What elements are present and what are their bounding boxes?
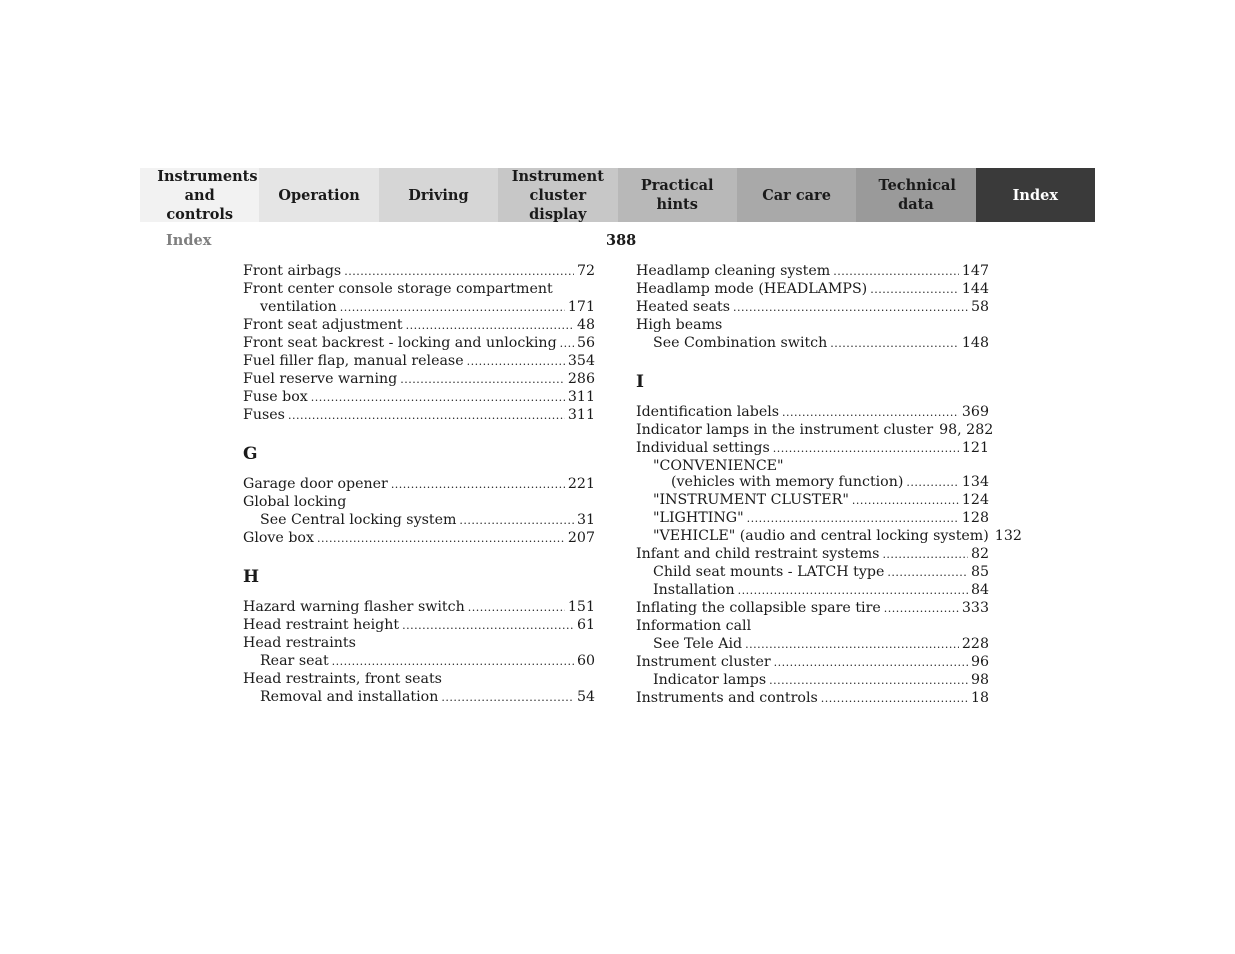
entry-text: See Combination switch [653,335,828,351]
entry-text: "INSTRUMENT CLUSTER" [653,492,849,508]
dot-leader [833,263,959,281]
index-subentry[interactable] [243,652,595,670]
entry-page: 221 [567,476,595,492]
dot-leader [747,510,959,528]
entry-text: Information call [636,618,752,634]
dot-leader [467,353,565,371]
entry-page: 72 [576,263,595,279]
index-entry[interactable] [243,616,595,634]
tab-car-care[interactable] [737,168,856,222]
index-subentry[interactable] [636,509,989,527]
tab-driving[interactable] [379,168,498,222]
dot-leader [738,582,968,600]
index-entry[interactable] [243,529,595,547]
entry-text: Instruments and controls [636,690,818,706]
tab-label: Instruments and controls [157,167,258,223]
index-entry[interactable] [243,334,595,352]
entry-page: 61 [576,617,595,633]
entry-page: 151 [567,599,595,615]
tab-label: Operation [278,186,360,204]
tab-label: Technical data [878,177,956,213]
entry-text: ventilation [260,299,337,315]
index-subentry[interactable] [636,491,989,509]
letter-heading-h: H [243,567,260,587]
entry-text: Front seat adjustment [243,317,403,333]
entry-text: Headlamp mode (HEADLAMPS) [636,281,868,297]
index-entry[interactable] [636,439,989,457]
tab-operation[interactable] [259,168,378,222]
entry-text: Fuel filler flap, manual release [243,353,464,369]
index-column-right [636,262,1022,707]
entry-page: 369 [961,404,989,420]
index-entry[interactable] [636,689,989,707]
dot-leader [459,512,574,530]
entry-page: 56 [576,335,595,351]
page-number: 388 [606,232,637,249]
dot-leader [887,564,968,582]
entry-page: 134 [961,474,989,490]
dot-leader [769,672,968,690]
section-title: Index [166,232,212,249]
entry-page: 333 [961,600,989,616]
entry-page: 58 [970,299,989,315]
dot-leader [782,404,959,422]
tab-label: Car care [762,186,831,204]
entry-page: 171 [567,299,595,315]
index-subentry[interactable] [636,475,989,491]
entry-page: 128 [961,510,989,526]
tab-label: Practical hints [640,177,714,213]
entry-text: Fuses [243,407,285,423]
entry-page: 311 [567,389,595,405]
index-column-left [243,262,595,706]
index-entry[interactable] [243,262,595,280]
index-entry [243,634,595,652]
dot-leader [406,317,574,335]
tab-technical-data[interactable] [856,168,975,222]
index-entry[interactable] [243,388,595,406]
index-entry [636,316,989,334]
index-entry[interactable] [243,316,595,334]
entry-text: Head restraints, front seats [243,671,442,687]
dot-leader [882,546,968,564]
entry-text: Glove box [243,530,314,546]
entry-text: Fuel reserve warning [243,371,398,387]
entry-page: 286 [567,371,595,387]
dot-leader [402,617,574,635]
dot-leader [906,476,959,490]
entry-text: Front center console storage compartment [243,281,553,297]
tab-index[interactable] [976,168,1095,222]
entry-text: Instrument cluster [636,654,771,670]
index-entry [243,280,595,298]
entry-text: Infant and child restraint systems [636,546,880,562]
entry-page: 121 [961,440,989,456]
index-subentry[interactable] [636,527,1022,545]
entry-page: 228 [961,636,989,652]
index-entry[interactable] [243,475,595,493]
entry-page: 147 [961,263,989,279]
entry-text: Garage door opener [243,476,388,492]
index-entry[interactable] [636,653,989,671]
entry-text: Indicator lamps in the instrument cluster [636,422,934,438]
dot-leader [340,299,565,317]
tab-instruments-and-controls[interactable] [140,168,259,222]
dot-leader [344,263,574,281]
index-subentry[interactable] [243,298,595,316]
index-subentry[interactable] [636,581,989,599]
entry-text: Head restraint height [243,617,400,633]
dot-leader [332,653,574,671]
dot-leader [441,689,574,707]
dot-leader [391,476,565,494]
index-entry[interactable] [636,262,989,280]
index-subentry[interactable] [636,635,989,653]
entry-page: 96 [970,654,989,670]
dot-leader [400,371,565,389]
entry-page: 18 [970,690,989,706]
letter-heading-i: I [636,372,644,392]
entry-text: Global locking [243,494,347,510]
index-subentry[interactable] [243,688,595,706]
entry-text: Inflating the collapsible spare tire [636,600,881,616]
entry-text: Heated seats [636,299,731,315]
tab-practical-hints[interactable] [618,168,737,222]
entry-text: Headlamp cleaning system [636,263,831,279]
tab-instrument-cluster-display[interactable] [498,168,617,222]
dot-leader [830,335,959,353]
index-entry[interactable] [243,352,595,370]
entry-text: Removal and installation [260,689,439,705]
entry-text: Installation [653,582,735,598]
entry-page: 207 [567,530,595,546]
dot-leader [317,530,565,548]
entry-page: 98, 282 [939,422,994,438]
entry-page: 82 [970,546,989,562]
letter-heading-g: G [243,444,258,464]
entry-text: See Tele Aid [653,636,743,652]
entry-text: Individual settings [636,440,770,456]
entry-page: 84 [970,582,989,598]
entry-text: Front airbags [243,263,342,279]
dot-leader [560,335,574,353]
dot-leader [288,407,565,425]
chapter-tab-bar [140,168,1095,222]
index-entry[interactable] [243,406,595,424]
index-entry [243,670,595,688]
entry-text: "CONVENIENCE" [653,458,784,474]
entry-text: Indicator lamps [653,672,767,688]
entry-page: 311 [567,407,595,423]
index-subentry[interactable] [636,334,989,352]
dot-leader [733,299,968,317]
entry-text: Rear seat [260,653,329,669]
index-entry[interactable] [636,545,989,563]
entry-page: 48 [576,317,595,333]
index-entry [636,617,989,635]
entry-page: 148 [961,335,989,351]
entry-page: 85 [970,564,989,580]
tab-label: Index [1012,186,1058,204]
index-entry[interactable] [636,403,989,421]
entry-page: 54 [576,689,595,705]
index-subentry[interactable] [636,563,989,581]
dot-leader [311,389,565,407]
dot-leader [774,654,968,672]
entry-page: 60 [576,653,595,669]
index-entry[interactable] [636,280,989,298]
entry-text: "LIGHTING" [653,510,744,526]
dot-leader [468,599,565,617]
tab-label: Instrument cluster display [511,167,604,223]
dot-leader [821,690,968,708]
index-subentry[interactable] [243,511,595,529]
dot-leader [852,492,959,510]
index-entry[interactable] [636,421,994,439]
entry-text: Child seat mounts - LATCH type [653,564,885,580]
index-entry [243,493,595,511]
entry-page: 144 [961,281,989,297]
entry-page: 31 [576,512,595,528]
entry-text: See Central locking system [260,512,457,528]
dot-leader [773,440,959,458]
index-entry[interactable] [636,599,989,617]
entry-text: Head restraints [243,635,356,651]
entry-text: High beams [636,317,723,333]
entry-page: 354 [567,353,595,369]
dot-leader [745,636,959,654]
entry-page: 98 [970,672,989,688]
tab-label: Driving [408,186,469,204]
entry-page: 124 [961,492,989,508]
index-entry[interactable] [243,370,595,388]
entry-text: Front seat backrest - locking and unlocking [243,335,557,351]
index-entry[interactable] [636,298,989,316]
index-subentry[interactable] [636,671,989,689]
entry-text: (vehicles with memory function) [671,474,904,490]
index-subentry [636,457,989,475]
dot-leader [870,281,959,299]
entry-text: "VEHICLE" (audio and central locking system) [653,528,989,544]
entry-text: Hazard warning flasher switch [243,599,465,615]
entry-text: Identification labels [636,404,780,420]
entry-text: Fuse box [243,389,308,405]
dot-leader [884,600,959,618]
index-entry[interactable] [243,598,595,616]
entry-page: 132 [994,528,1022,544]
